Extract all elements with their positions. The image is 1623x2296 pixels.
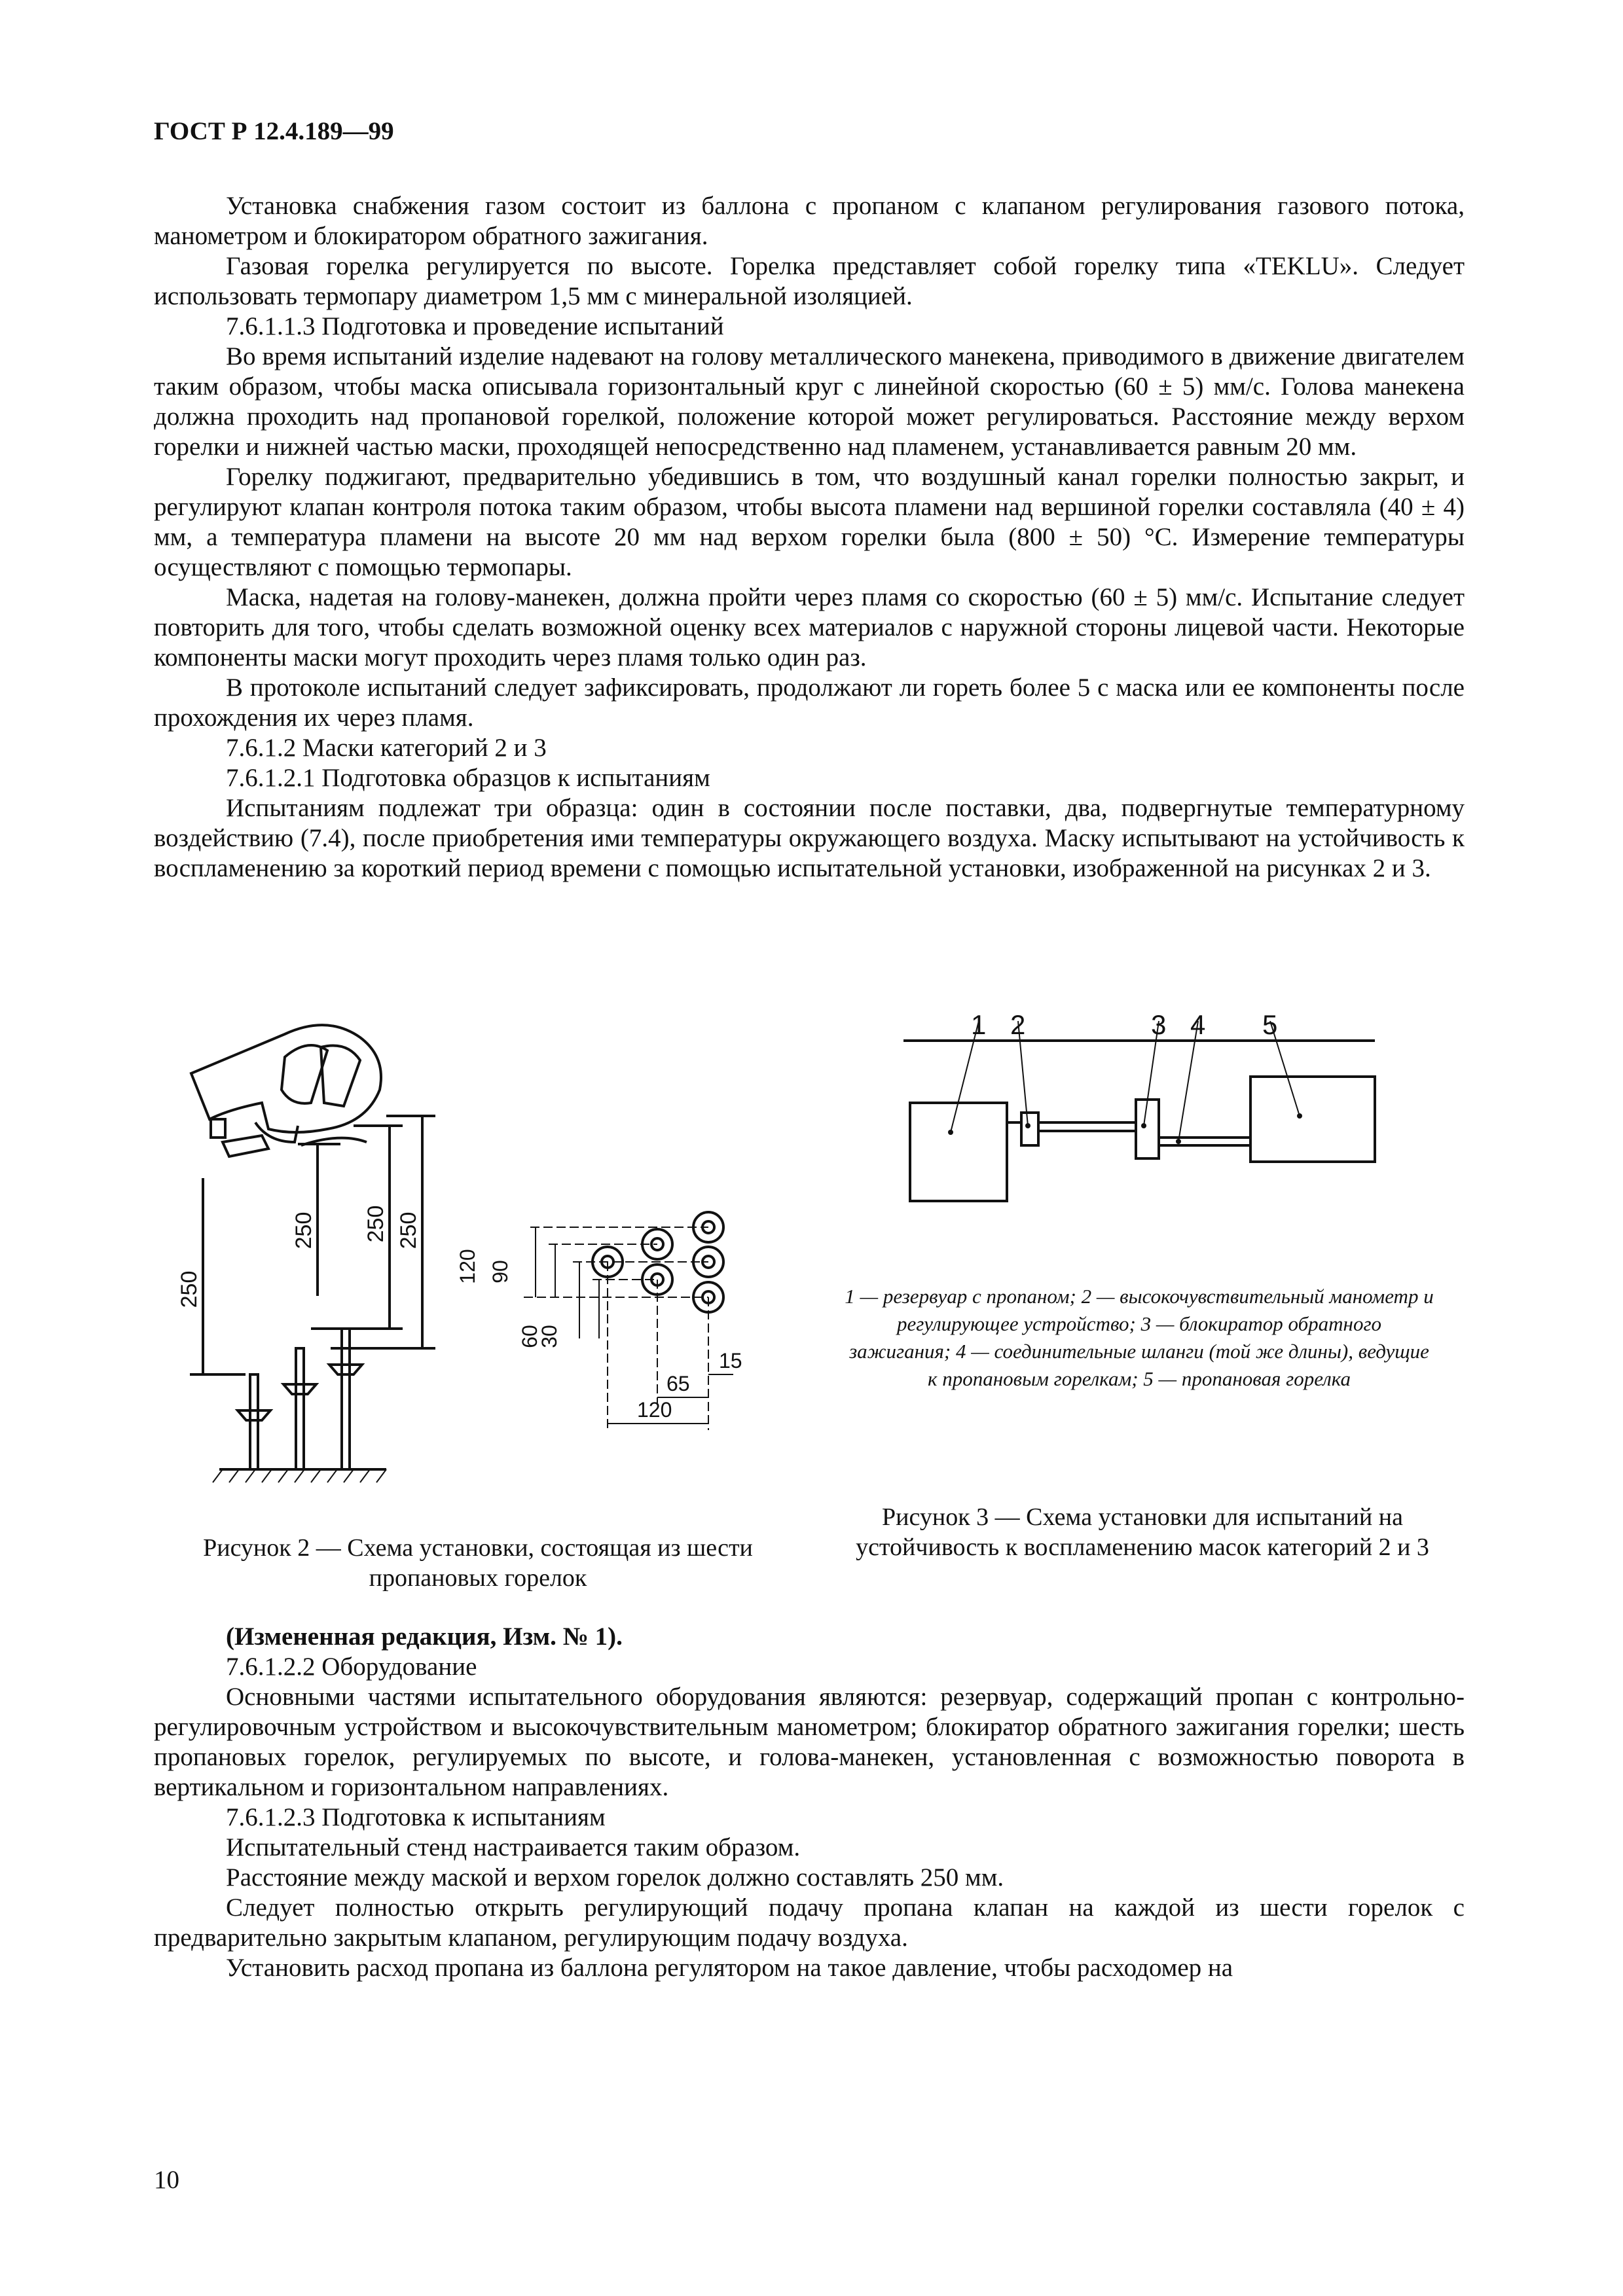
text-block-top (154, 191, 1465, 884)
callout-4: 4 (1190, 1009, 1206, 1040)
section-heading: 7.6.1.2.2 Оборудование (226, 1653, 477, 1681)
dim-60: 60 (518, 1325, 541, 1348)
paragraph: Установка снабжения газом состоит из баллона с пропаном с клапаном регулирования газового потока, манометром и блокиратором обратного зажигания. (154, 192, 1465, 250)
dim-250-a: 250 (177, 1270, 202, 1308)
paragraph: Газовая горелка регулируется по высоте. Горелка представляет собой горелку типа «TEKLU». Следует использовать термопару диаметром 1,5 мм с минеральной изоляцией. (154, 252, 1465, 310)
text-block-bottom (154, 1622, 1465, 1983)
callout-2: 2 (1010, 1009, 1026, 1040)
figure-3-diagram (903, 1008, 1395, 1230)
page-number: 10 (154, 2166, 179, 2194)
section-heading: 7.6.1.2 Маски категорий 2 и 3 (226, 734, 547, 762)
dim-90: 90 (488, 1260, 512, 1283)
dim-65: 65 (666, 1372, 690, 1395)
dim-15: 15 (719, 1349, 742, 1372)
dim-250-b: 250 (291, 1211, 316, 1249)
figure-3-legend: 1 — резервуар с пропаном; 2 — высокочувствительный манометр и регулирующее устройство; 3 — блокиратор обратного зажигания; 4 — соединительные шланги (той же длины), ведущие к пропановым горелкам; 5 — пропановая горелка (845, 1285, 1434, 1390)
flashback-arrestor (1136, 1100, 1159, 1158)
mannequin-head-illustration (191, 1025, 381, 1157)
propane-burner-group (238, 1329, 362, 1469)
paragraph: Испытательный стенд настраивается таким образом. (226, 1833, 801, 1861)
paragraph: Во время испытаний изделие надевают на голову металлического манекена, приводимого в движение двигателем таким образом, чтобы маска описывала горизонтальный круг с линейной скоростью (60 ± 5) мм/с. Голова манекена должна проходить над пропановой горелкой, положение которой может регулироваться. Расстояние между верхом горелки и нижней частью маски, проходящей непосредственно над пламенем, устанавливается равным 20 мм. (154, 342, 1465, 461)
callout-3: 3 (1151, 1009, 1167, 1040)
paragraph: Горелку поджигают, предварительно убедившись в том, что воздушный канал горелки полностью закрыт, и регулируют клапан контроля потока таким образом, чтобы высота пламени над вершиной горелки составляла (40 ± 4) мм, а температура пламени на высоте 20 мм над верхом горелки была (800 ± 50) °С. Измерение температуры осуществляют с помощью термопары. (154, 463, 1465, 581)
figure-2-caption: Рисунок 2 — Схема установки, состоящая из шести пропановых горелок (203, 1534, 753, 1592)
callout-1: 1 (971, 1009, 987, 1040)
paragraph: Следует полностью открыть регулирующий подачу пропана клапан на каждой из шести горелок с предварительно закрытым клапаном, регулирующим подачу воздуха. (154, 1893, 1465, 1952)
propane-burner (1250, 1077, 1375, 1162)
dim-250-c: 250 (363, 1205, 388, 1243)
paragraph: Расстояние между маской и верхом горелок должно составлять 250 мм. (226, 1863, 1004, 1892)
section-heading: 7.6.1.2.1 Подготовка образцов к испытаниям (226, 764, 710, 792)
paragraph: Основными частями испытательного оборудования являются: резервуар, содержащий пропан с контрольно-регулировочным устройством и высокочувствительным манометром; блокиратор обратного зажигания горелки; шесть пропановых горелок, регулируемых по высоте, и голова-манекен, установленная с возможностью поворота в вертикальном и горизонтальном направлениях. (154, 1683, 1465, 1801)
section-heading: 7.6.1.1.3 Подготовка и проведение испытаний (226, 312, 724, 340)
dim-120-horizontal: 120 (637, 1398, 672, 1422)
amendment-note: (Измененная редакция, Изм. № 1). (226, 1623, 623, 1651)
figure-3-caption: Рисунок 3 — Схема установки для испытаний на устойчивость к воспламенению масок категорий 2 и 3 (856, 1503, 1429, 1561)
paragraph: Маска, надетая на голову-манекен, должна пройти через пламя со скоростью (60 ± 5) мм/с. Испытание следует повторить для того, чтобы сделать возможной оценку всех материалов с наружной стороны лицевой части. Некоторые компоненты маски могут проходить через пламя только один раз. (154, 583, 1465, 672)
propane-tank (910, 1103, 1007, 1201)
manometer (1021, 1113, 1038, 1145)
paragraph: Испытаниям подлежат три образца: один в состоянии после поставки, два, подвергнутые температурному воздействию (7.4), после приобретения ими температуры окружающего воздуха. Маску испытывают на устойчивость к воспламенению за короткий период времени с помощью испытательной установки, изображенной на рисунках 2 и 3. (154, 794, 1465, 882)
dim-120-vertical: 120 (456, 1249, 479, 1284)
document-header: ГОСТ Р 12.4.189—99 (154, 117, 394, 145)
callout-5: 5 (1262, 1009, 1278, 1040)
dim-30: 30 (538, 1325, 561, 1348)
paragraph: Установить расход пропана из баллона регулятором на такое давление, чтобы расходомер на (226, 1954, 1233, 1982)
figure-2-diagram (170, 1011, 930, 1509)
section-heading: 7.6.1.2.3 Подготовка к испытаниям (226, 1803, 606, 1831)
dim-250-d: 250 (396, 1211, 421, 1249)
paragraph: В протоколе испытаний следует зафиксировать, продолжают ли гореть более 5 с маска или ее компоненты после прохождения их через пламя. (154, 673, 1465, 732)
